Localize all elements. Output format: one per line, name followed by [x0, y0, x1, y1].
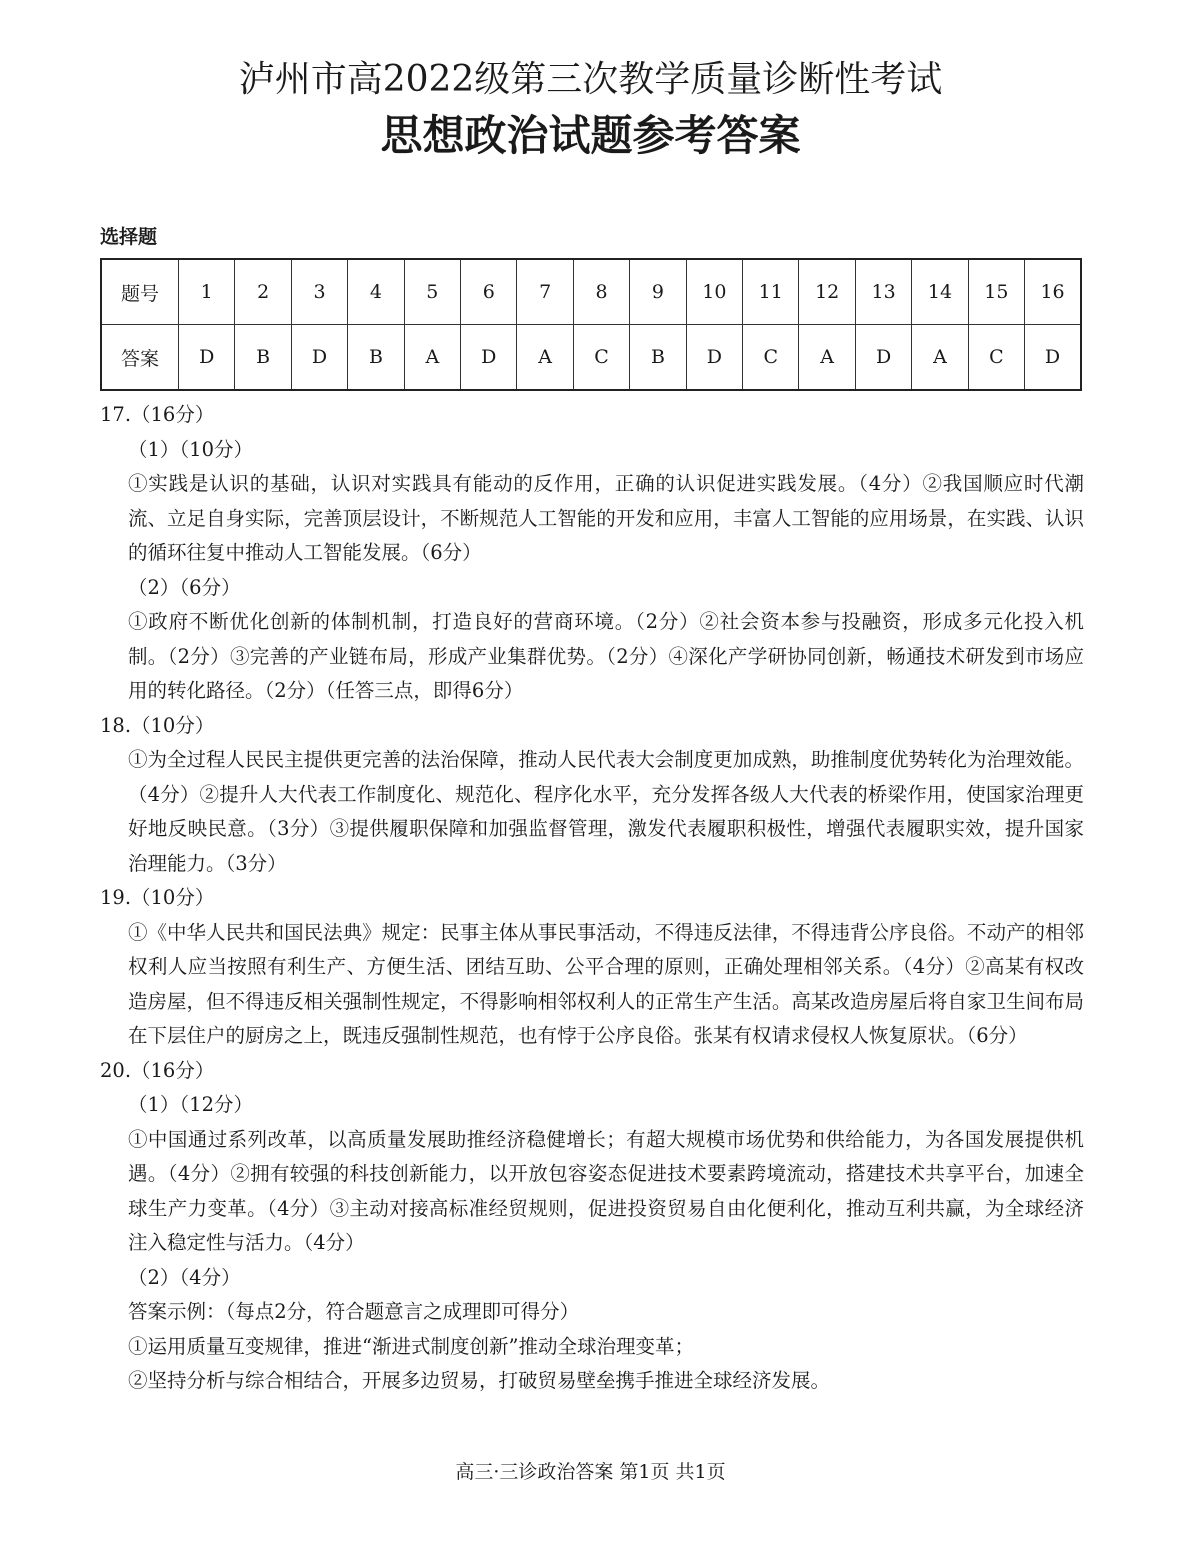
answer-cell: A — [799, 325, 855, 391]
question-number: 16 — [1025, 259, 1081, 325]
answer-cell: D — [179, 325, 235, 391]
question-number: 14 — [912, 259, 968, 325]
question-number: 1 — [179, 259, 235, 325]
answer-cell: B — [630, 325, 686, 391]
question-number: 11 — [743, 259, 799, 325]
question-19-answer: ①《中华人民共和国民法典》规定：民事主体从事民事活动，不得违反法律，不得违背公序良俗。不动产的相邻权利人应当按照有利生产、方便生活、团结互助、公平合理的原则，正确处理相邻关系。（4分）②高某有权改造房屋，但不得违反相关强制性规定，不得影响相邻权利人的正常生产生活。高某改造房屋后将自家卫生间布局在下层住户的厨房之上，既违反强制性规范，也有悖于公序良俗。张某有权请求侵权人恢复原状。（6分） — [128, 920, 1084, 1047]
answer-cell: C — [573, 325, 629, 391]
question-number: 15 — [968, 259, 1024, 325]
question-number: 8 — [573, 259, 629, 325]
question-19-heading: 19.（10分） — [100, 886, 215, 909]
question-20-heading: 20.（16分） — [100, 1058, 215, 1082]
answer-table — [100, 258, 1082, 391]
question-number: 13 — [855, 259, 911, 325]
answer-content — [100, 398, 1084, 1399]
question-number: 9 — [630, 259, 686, 325]
question-number: 6 — [461, 259, 517, 325]
answer-cell: D — [686, 325, 742, 391]
question-number: 4 — [348, 259, 404, 325]
answer-cell: A — [404, 325, 460, 391]
question-number: 3 — [291, 259, 347, 325]
question-20-part1-heading: （1）（12分） — [128, 1093, 253, 1116]
page-footer: 高三·三诊政治答案 第1页 共1页 — [455, 1461, 726, 1483]
question-17-part2-answer: ①政府不断优化创新的体制机制，打造良好的营商环境。（2分）②社会资本参与投融资，形成多元化投入机制。（2分）③完善的产业链布局，形成产业集群优势。（2分）④深化产学研协同创新，畅通技术研发到市场应用的转化路径。（2分）（任答三点，即得6分） — [128, 610, 1084, 702]
question-number: 7 — [517, 259, 573, 325]
question-number: 10 — [686, 259, 742, 325]
document-title: 思想政治试题参考答案 — [380, 111, 801, 160]
question-number: 2 — [235, 259, 291, 325]
answer-cell: A — [912, 325, 968, 391]
answer-cell: D — [855, 325, 911, 391]
section-label-choice: 选择题 — [100, 226, 158, 248]
question-18-answer: ①为全过程人民民主提供更完善的法治保障，推动人民代表大会制度更加成熟，助推制度优势转化为治理效能。（4分）②提升人大代表工作制度化、规范化、程序化水平，充分发挥各级人大代表的桥梁作用，使国家治理更好地反映民意。（3分）③提供履职保障和加强监督管理，激发代表履职积极性，增强代表履职实效，提升国家治理能力。（3分） — [128, 748, 1084, 875]
question-17-part1-answer: ①实践是认识的基础，认识对实践具有能动的反作用，正确的认识促进实践发展。（4分）②我国顺应时代潮流、立足自身实际，完善顶层设计，不断规范人工智能的开发和应用，丰富人工智能的应用场景，在实践、认识的循环往复中推动人工智能发展。（6分） — [128, 472, 1084, 564]
question-20-part2-point2: ②坚持分析与综合相结合，开展多边贸易，打破贸易壁垒携手推进全球经济发展。 — [128, 1369, 831, 1392]
question-20-part1-answer: ①中国通过系列改革，以高质量发展助推经济稳健增长；有超大规模市场优势和供给能力，为各国发展提供机遇。（4分）②拥有较强的科技创新能力，以开放包容姿态促进技术要素跨境流动，搭建技术共享平台，加速全球生产力变革。（4分）③主动对接高标准经贸规则，促进投资贸易自由化便利化，推动互利共赢，为全球经济注入稳定性与活力。（4分） — [128, 1127, 1084, 1254]
table-row-numbers — [101, 259, 1081, 325]
exam-title: 泸州市高2022级第三次教学质量诊断性考试 — [238, 59, 943, 100]
answer-cell: D — [291, 325, 347, 391]
question-20-part2-heading: （2）（4分） — [128, 1265, 241, 1289]
question-17-part1-heading: （1）（10分） — [128, 437, 253, 461]
answer-cell: D — [1025, 325, 1081, 391]
row-header-answer: 答案 — [101, 325, 179, 391]
table-row-answers — [101, 325, 1081, 391]
row-header-number: 题号 — [101, 259, 179, 325]
answer-cell: C — [968, 325, 1024, 391]
question-18-heading: 18.（10分） — [100, 713, 215, 737]
question-17-part2-heading: （2）（6分） — [128, 575, 241, 599]
answer-cell: D — [461, 325, 517, 391]
answer-cell: A — [517, 325, 573, 391]
question-number: 12 — [799, 259, 855, 325]
question-20-part2-point1: ①运用质量互变规律，推进“渐进式制度创新”推动全球治理变革； — [128, 1334, 694, 1358]
question-20-part2-note: 答案示例：（每点2分，符合题意言之成理即可得分） — [128, 1300, 580, 1323]
answer-cell: C — [743, 325, 799, 391]
question-17-heading: 17.（16分） — [100, 403, 215, 426]
answer-cell: B — [235, 325, 291, 391]
question-number: 5 — [404, 259, 460, 325]
answer-cell: B — [348, 325, 404, 391]
